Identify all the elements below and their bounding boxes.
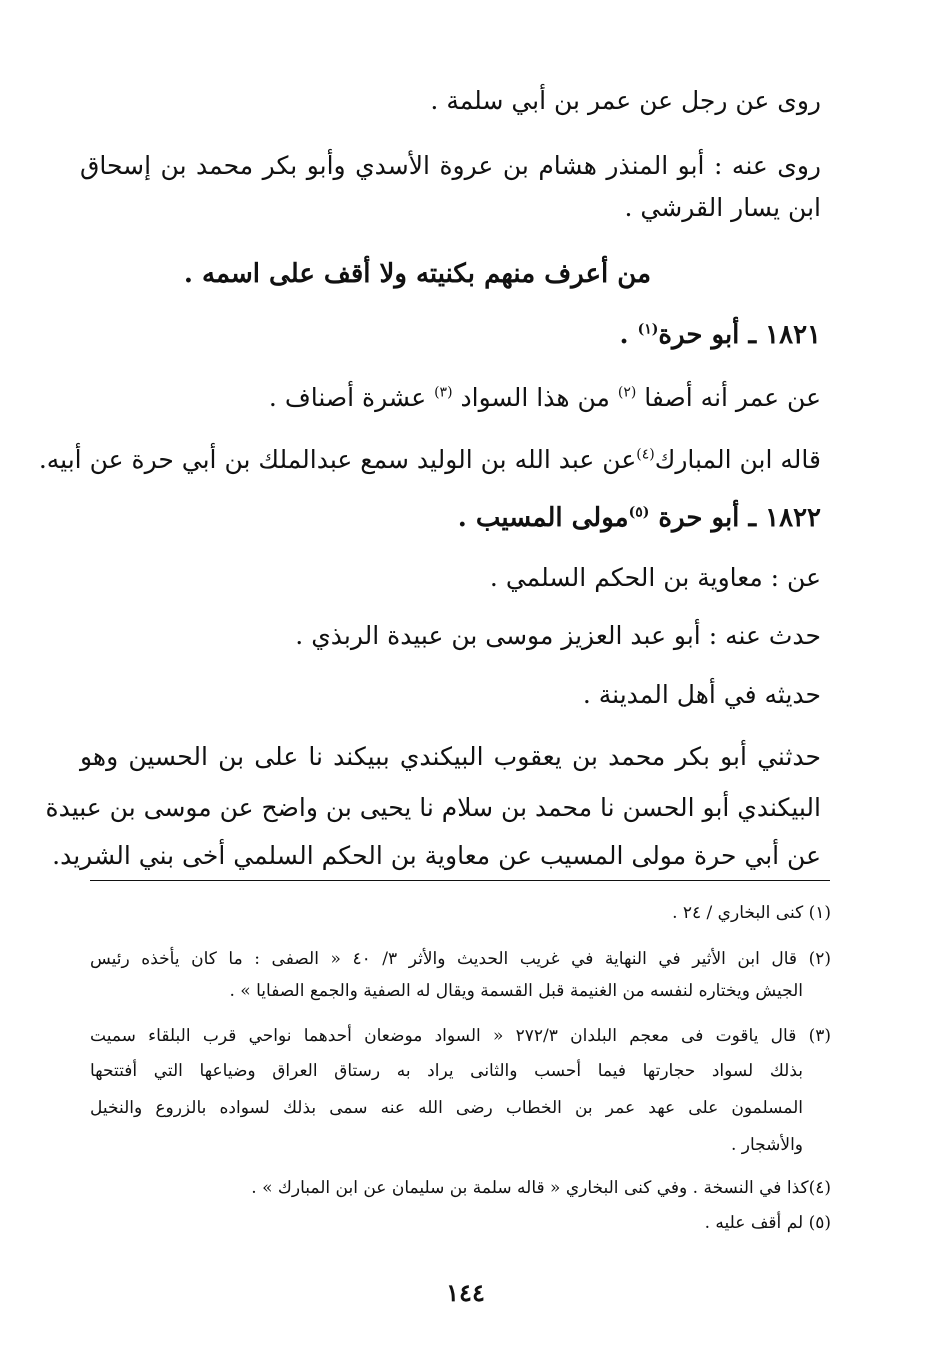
text-span: مولى المسيب .: [457, 503, 629, 533]
text-span: والأشجار .: [730, 1135, 803, 1155]
footnote-3: [90, 1020, 831, 1052]
page-number: ١٤٤: [446, 1278, 485, 1307]
text-span: (١) كنى البخاري / ٢٤ .: [672, 903, 831, 923]
text-span: حدثني أبو بكر محمد بن يعقوب البيكندي ببيكند نا على بن الحسين وهو: [80, 742, 821, 771]
section-heading: [90, 256, 651, 292]
footnote-ref: (٥): [628, 504, 650, 521]
footnote-ref: (٤): [636, 446, 655, 463]
entry-title: ١٨٢٢ ـ أبو حرة: [649, 503, 821, 533]
text-span: ابن يسار القرشي .: [624, 193, 821, 222]
text-span: حديثه في أهل المدينة .: [582, 680, 821, 709]
entry-title: ١٨٢١ ـ أبو حرة: [658, 320, 821, 350]
text-span: (٣) قال ياقوت فى معجم البلدان ٢٧٢/٣ « السواد موضعان أحدهما نواحي قرب البلقاء سميت: [90, 1026, 831, 1046]
text-span: روى عن رجل عن عمر بن أبي سلمة .: [430, 86, 821, 115]
text-span: عن عمر أنه أصفا: [636, 383, 821, 412]
text-span: عن عبد الله بن الوليد سمع عبدالملك بن أبي حرة عن أبيه.: [38, 445, 637, 474]
entry-1822-line-4: [80, 739, 821, 775]
narrators-line: [80, 148, 821, 184]
text-span: روى عنه : أبو المنذر هشام بن عروة الأسدي وأبو بكر محمد بن إسحاق: [80, 151, 821, 180]
entry-1821-line-2: [38, 442, 821, 478]
entry-heading-1821: [90, 317, 821, 353]
text-span: عن أبي حرة مولى المسيب عن معاوية بن الحكم السلمي أخى بني الشريد.: [52, 841, 821, 870]
footnote-5: [90, 1207, 831, 1239]
entry-1822-line-2: [90, 618, 821, 654]
text-span: البيكندي أبو الحسن نا محمد بن سلام نا يحيى بن واضح عن موسى بن عبيدة: [45, 793, 821, 822]
text-span: من أعرف منهم بكنيته ولا أقف على اسمه .: [183, 259, 651, 289]
entry-1822-line-5: [45, 790, 821, 826]
text-span: (٤)كذا في النسخة . وفي كنى البخاري « قاله سلمة بن سليمان عن ابن المبارك » .: [251, 1178, 831, 1198]
text-span: بذلك لسواد حجارتها فيما أحسب والثانى يراد به رستاق العراق وضياعها التي أفتتحها: [90, 1061, 803, 1081]
footnote-ref: (١): [637, 321, 659, 338]
text-span: (٥) لم أقف عليه .: [704, 1213, 831, 1233]
footnote-ref: (٢): [617, 384, 637, 401]
footnote-3-continued: [90, 1129, 803, 1161]
text-span: الجيش ويختاره لنفسه من الغنيمة قبل القسمة ويقال له الصفية والجمع الصفايا » .: [229, 981, 803, 1001]
text-span: عن : معاوية بن الحكم السلمي .: [489, 563, 821, 592]
footnote-ref: (٣): [434, 384, 453, 401]
footnote-3-continued: [90, 1055, 803, 1087]
text-span: (٢) قال ابن الأثير في النهاية في غريب الحديث والأثر ٣/ ٤٠ « الصفى : ما كان يأخذه رئيس: [90, 949, 832, 969]
entry-1822-line-6: [52, 838, 821, 874]
footnote-divider: [90, 880, 830, 881]
footnote-4: [90, 1172, 831, 1204]
footnote-2: [90, 943, 831, 975]
entry-1822-line-3: [90, 677, 821, 713]
text-span: .: [619, 320, 638, 350]
text-span: عشرة أصناف .: [268, 383, 435, 412]
text-span: حدث عنه : أبو عبد العزيز موسى بن عبيدة الربذي .: [295, 621, 821, 650]
narration-line: [90, 83, 821, 119]
footnote-2-continued: [90, 975, 803, 1007]
footnote-1: [90, 897, 831, 929]
text-span: من هذا السواد: [452, 383, 618, 412]
entry-heading-1822: [90, 500, 821, 536]
entry-1822-line-1: [90, 560, 821, 596]
text-span: قاله ابن المبارك: [654, 445, 821, 474]
narrators-line-continued: [90, 190, 821, 226]
footnote-3-continued: [90, 1092, 803, 1124]
text-span: المسلمون على عهد عمر بن الخطاب رضى الله عنه سمى بذلك لسواده بالزروع والنخيل: [90, 1098, 803, 1118]
entry-1821-line-1: [90, 380, 821, 416]
